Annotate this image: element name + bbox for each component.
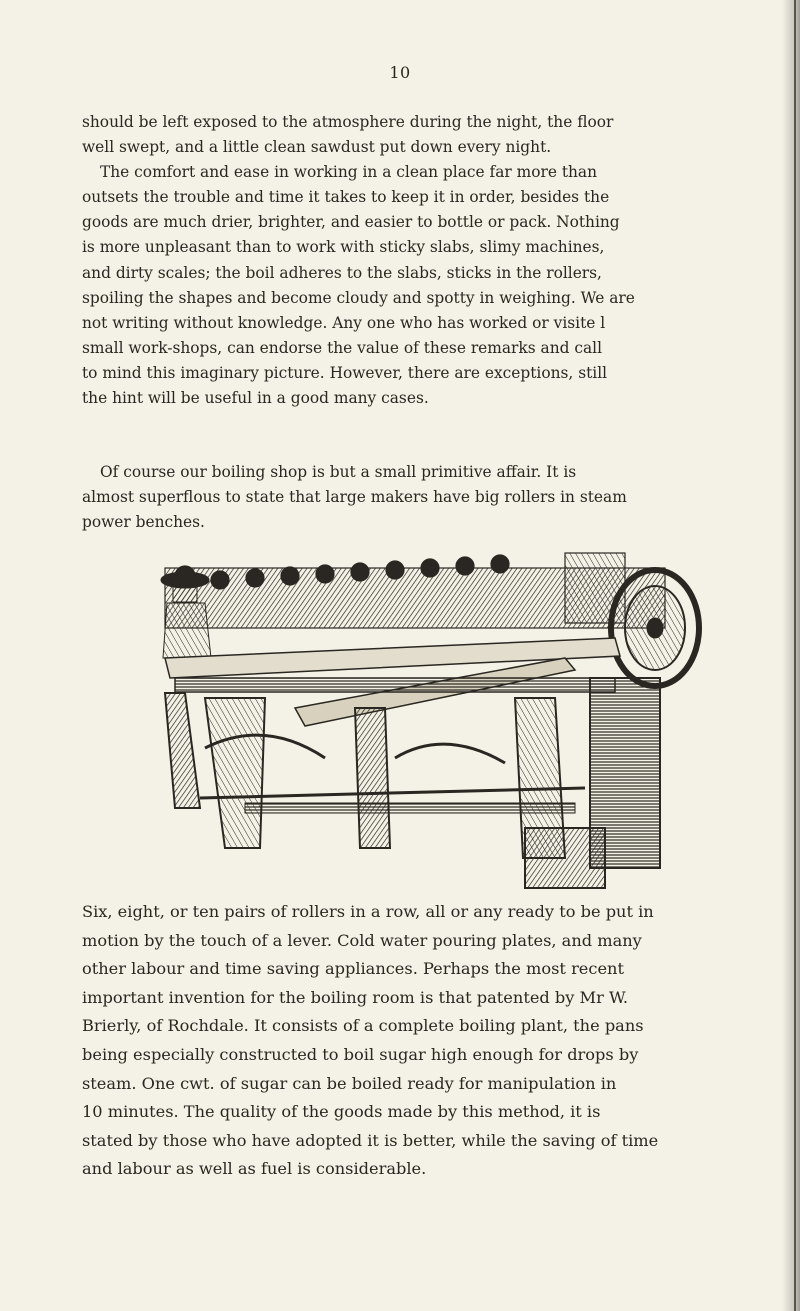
text-line: the hint will be useful in a good many cases.	[82, 389, 429, 408]
text-line: stated by those who have adopted it is better, while the saving of time	[82, 1130, 659, 1150]
text-line: 10 minutes. The quality of the goods made by this method, it is	[82, 1102, 601, 1122]
text-line: not writing without knowledge. Any one who has worked or visite l	[82, 313, 606, 332]
page-edge-line	[794, 0, 796, 1311]
paragraph-2	[82, 460, 766, 535]
text-line: should be left exposed to the atmosphere during the night, the floor	[82, 113, 614, 131]
text-line: steam. One cwt. of sugar can be boiled ready for manipulation in	[82, 1073, 617, 1093]
text-line: motion by the touch of a lever. Cold water pouring plates, and many	[82, 930, 642, 950]
page-number: 10	[389, 63, 411, 82]
paragraph-3	[82, 898, 772, 1184]
roller-row	[165, 553, 665, 628]
text-line: spoiling the shapes and become cloudy and spotty in weighing. We are	[82, 288, 635, 307]
flywheel	[611, 570, 699, 686]
text-line: The comfort and ease in working in a clean place far more than	[100, 163, 598, 182]
text-line: Brierly, of Rochdale. It consists of a complete boiling plant, the pans	[82, 1016, 644, 1036]
paragraph-1	[82, 110, 766, 411]
text-line: small work-shops, can endorse the value of these remarks and call	[82, 338, 603, 357]
text-line: and labour as well as fuel is considerable.	[82, 1159, 427, 1179]
text-line: power benches.	[82, 513, 205, 532]
drive-shaft	[245, 803, 575, 813]
text-line: important invention for the boiling room is that patented by Mr W.	[82, 987, 628, 1007]
operator-figure	[161, 572, 211, 658]
steam-roller-bench-illustration	[145, 548, 703, 893]
text-line: outsets the trouble and time it takes to keep it in order, besides the	[82, 188, 610, 207]
text-line: being especially constructed to boil sugar high enough for drops by	[82, 1044, 639, 1064]
text-line: Six, eight, or ten pairs of rollers in a row, all or any ready to be put in	[82, 902, 654, 921]
text-line: is more unpleasant than to work with sticky slabs, slimy machines,	[82, 238, 605, 257]
text-line: to mind this imaginary picture. However, there are exceptions, still	[82, 363, 608, 382]
text-line: well swept, and a little clean sawdust put down every night.	[82, 138, 552, 157]
engraving-svg	[145, 548, 703, 893]
text-line: other labour and time saving appliances. Perhaps the most recent	[82, 959, 624, 979]
text-line: goods are much drier, brighter, and easier to bottle or pack. Nothing	[82, 213, 620, 232]
text-line: Of course our boiling shop is but a small primitive affair. It is	[100, 463, 577, 481]
page-edge-shadow	[782, 0, 800, 1311]
text-line: almost superflous to state that large makers have big rollers in steam	[82, 488, 627, 507]
text-line: and dirty scales; the boil adheres to the slabs, sticks in the rollers,	[82, 263, 602, 282]
bench-frame	[165, 678, 660, 888]
